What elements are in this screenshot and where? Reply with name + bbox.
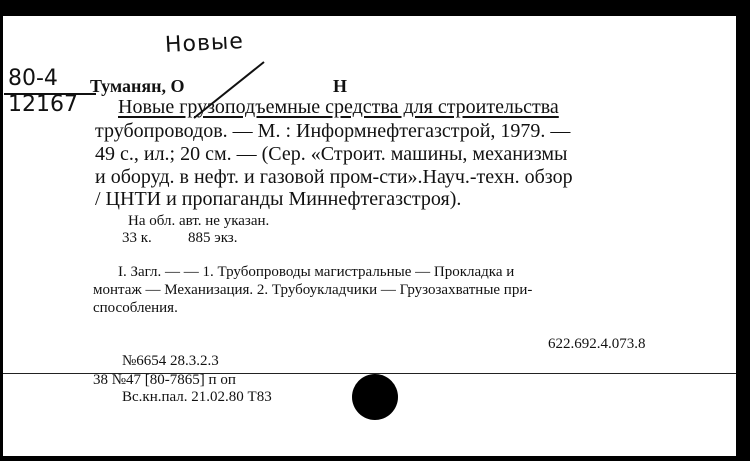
lot-number: 38 №47 [80-7865] п оп (93, 372, 236, 388)
handwritten-code-top: 80-4 (8, 66, 58, 91)
scan-border-left (0, 0, 3, 461)
handwritten-code-bottom: 12167 (8, 92, 78, 117)
price: 33 к. (122, 230, 152, 246)
handwritten-note: Новые (164, 28, 245, 59)
subjects-line-1: I. Загл. — — 1. Трубопроводы магистральные — Прокладка и (118, 264, 515, 280)
title-line-3: 49 с., ил.; 20 см. — (Сер. «Строит. машины, механизмы (95, 143, 568, 165)
title-line-5: / ЦНТИ и пропаганды Миннефтегазстроя). (95, 188, 462, 210)
scan-border-top (0, 0, 750, 16)
order-number: №6654 28.3.2.3 (122, 353, 219, 369)
title-line-2: трубопроводов. — М. : Информнефтегазстрой, 1979. — (95, 120, 571, 142)
subjects-line-3: способления. (93, 300, 178, 316)
subjects-line-2: монтаж — Механизация. 2. Трубоукладчики — Грузозахватные при- (93, 282, 533, 298)
punch-hole (352, 374, 398, 420)
scan-border-bottom (0, 456, 750, 461)
udc-code: 622.692.4.073.8 (548, 336, 646, 352)
copies: 885 экз. (188, 230, 238, 246)
author-initial: Н (333, 76, 348, 96)
scan-border-right (736, 0, 750, 461)
registry-stamp: Вс.кн.пал. 21.02.80 Т83 (122, 389, 272, 405)
title-line-4: и оборуд. в нефт. и газовой пром-сти».Науч.-техн. обзор (95, 166, 573, 188)
author-name: Туманян, О (90, 76, 185, 96)
title-line-1: Новые грузоподъемные средства для строительства (118, 96, 559, 118)
author-note: На обл. авт. не указан. (128, 213, 270, 229)
